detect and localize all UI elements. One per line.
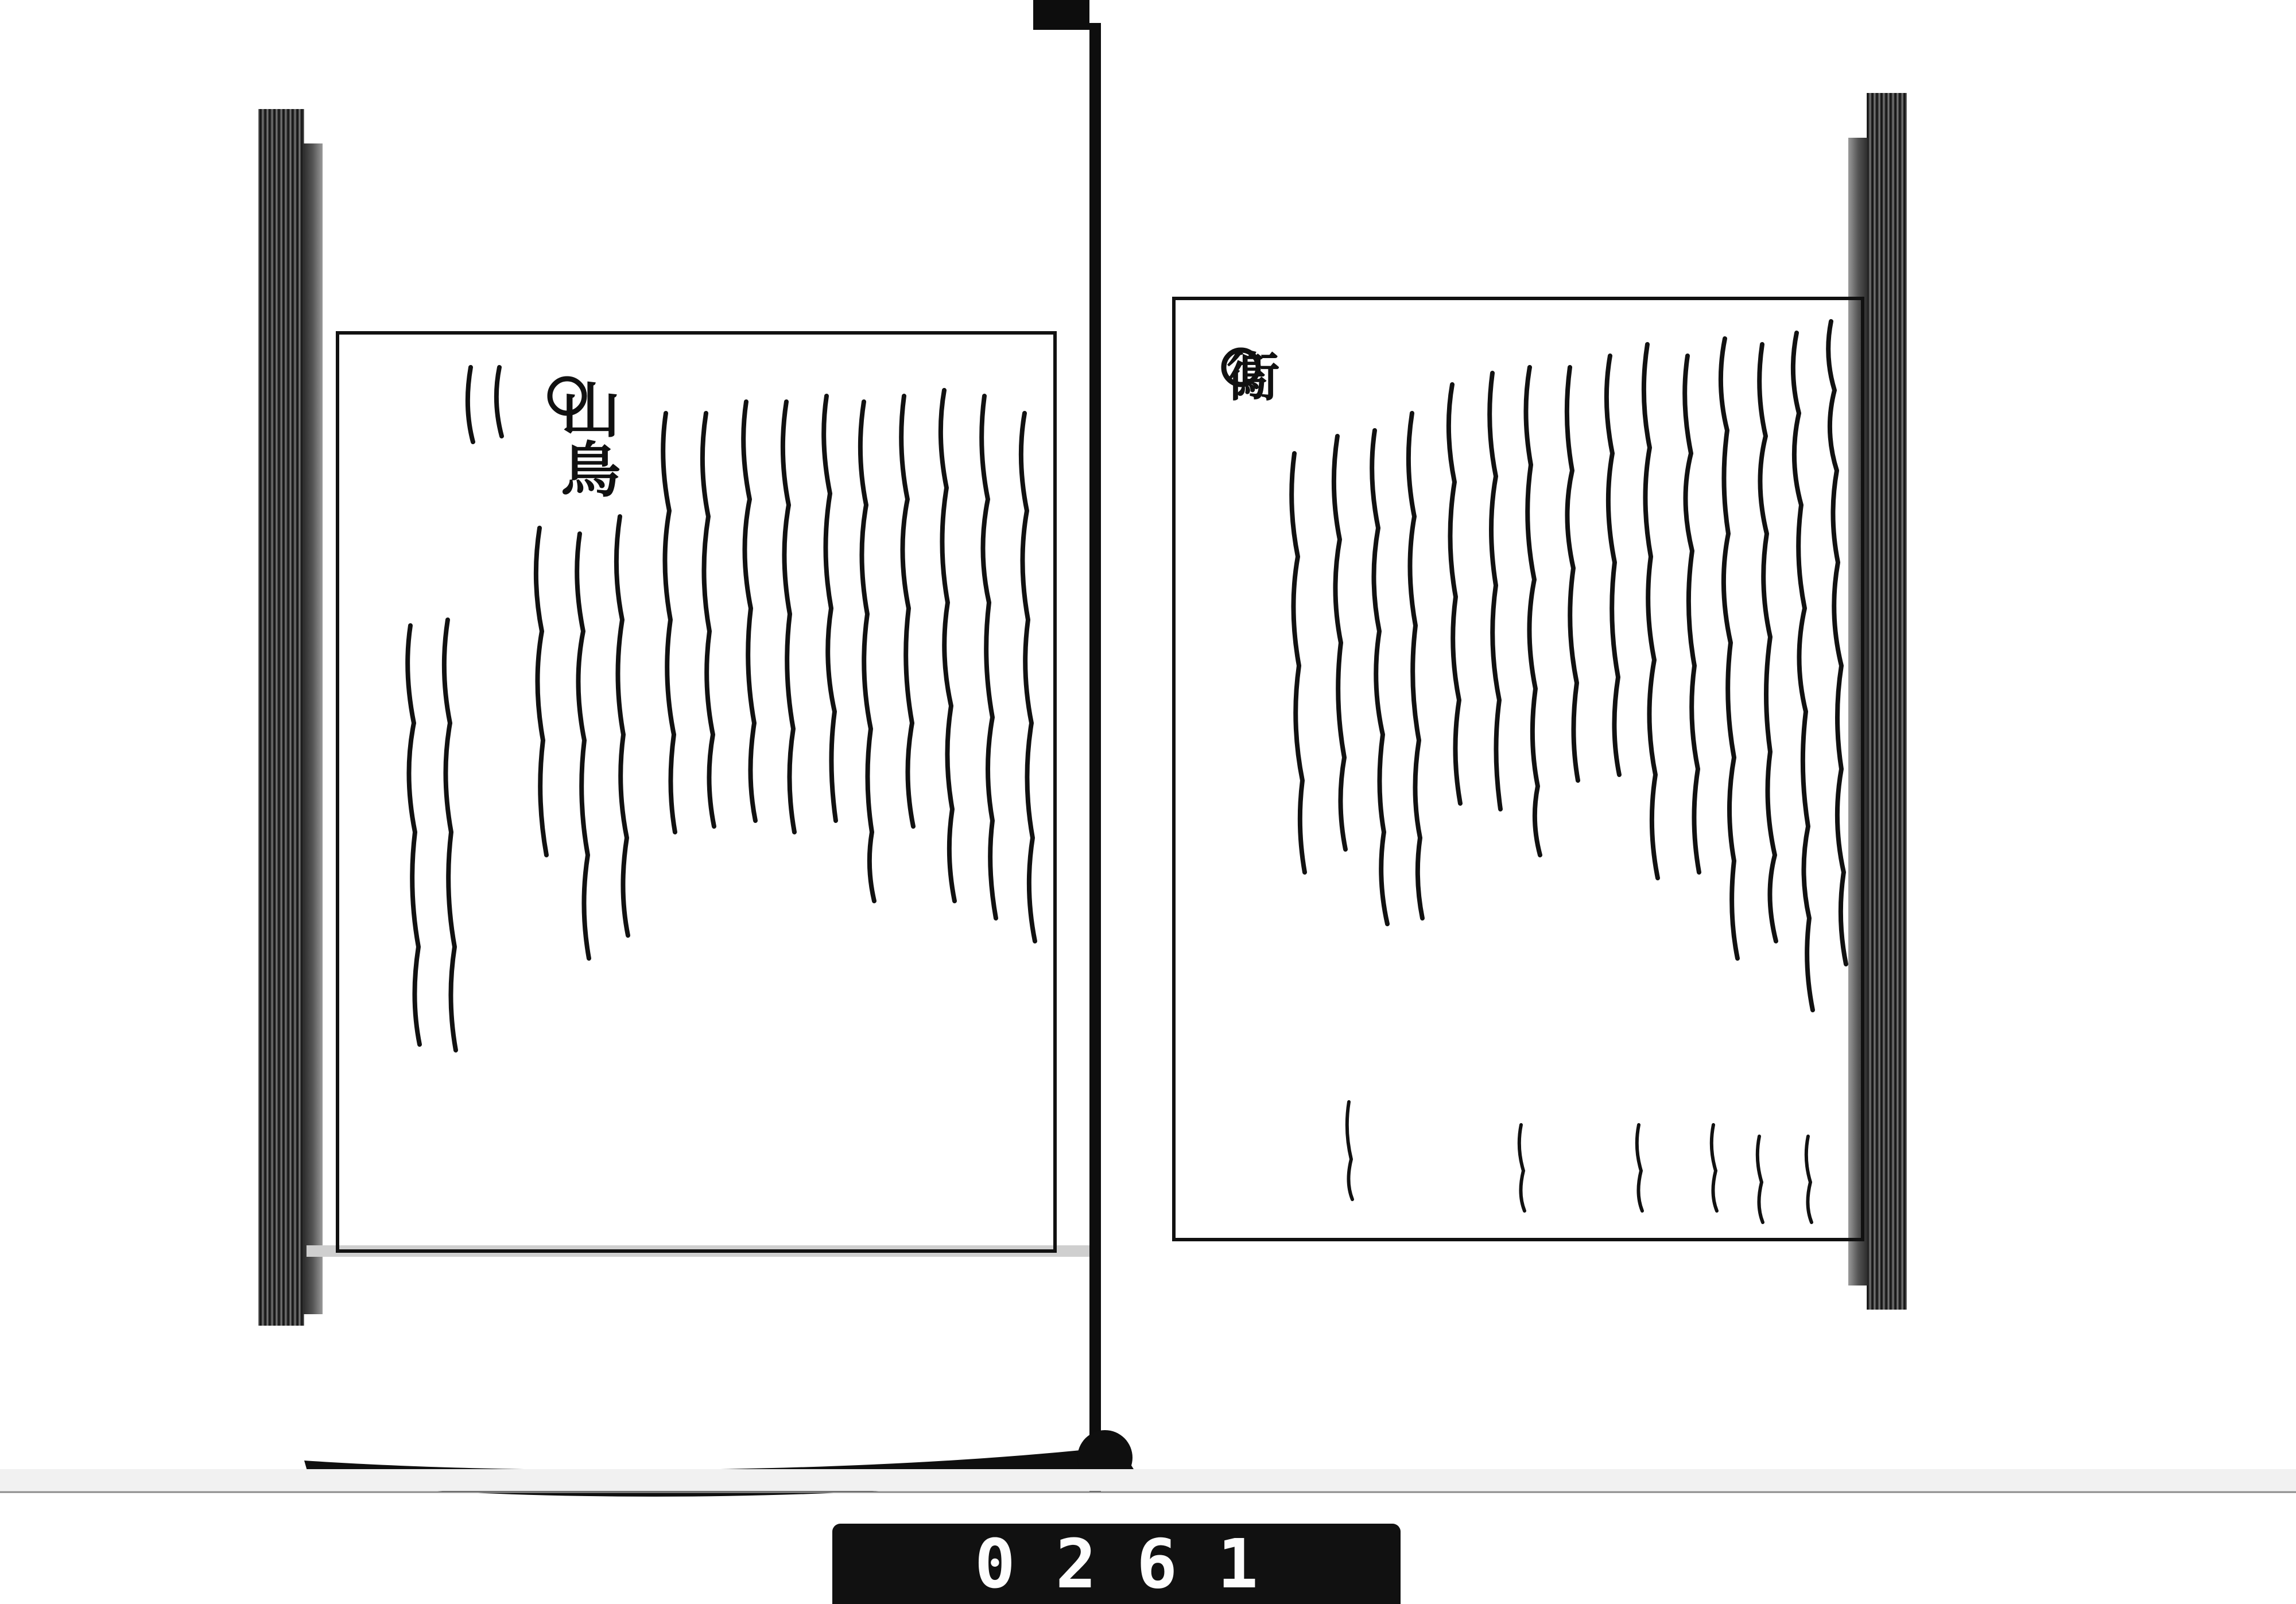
left-page <box>258 108 1099 1347</box>
right-page-heading: 鵆 <box>1218 349 1280 402</box>
spine-top-marker <box>1033 0 1089 30</box>
left-page-edges <box>258 109 304 1326</box>
spine <box>1089 23 1101 1492</box>
left-page-heading: 山鳥 <box>550 379 621 498</box>
frame-number: 0261 <box>974 1524 1299 1603</box>
frame-counter <box>832 1524 1401 1604</box>
right-page-edges <box>1867 93 1907 1310</box>
